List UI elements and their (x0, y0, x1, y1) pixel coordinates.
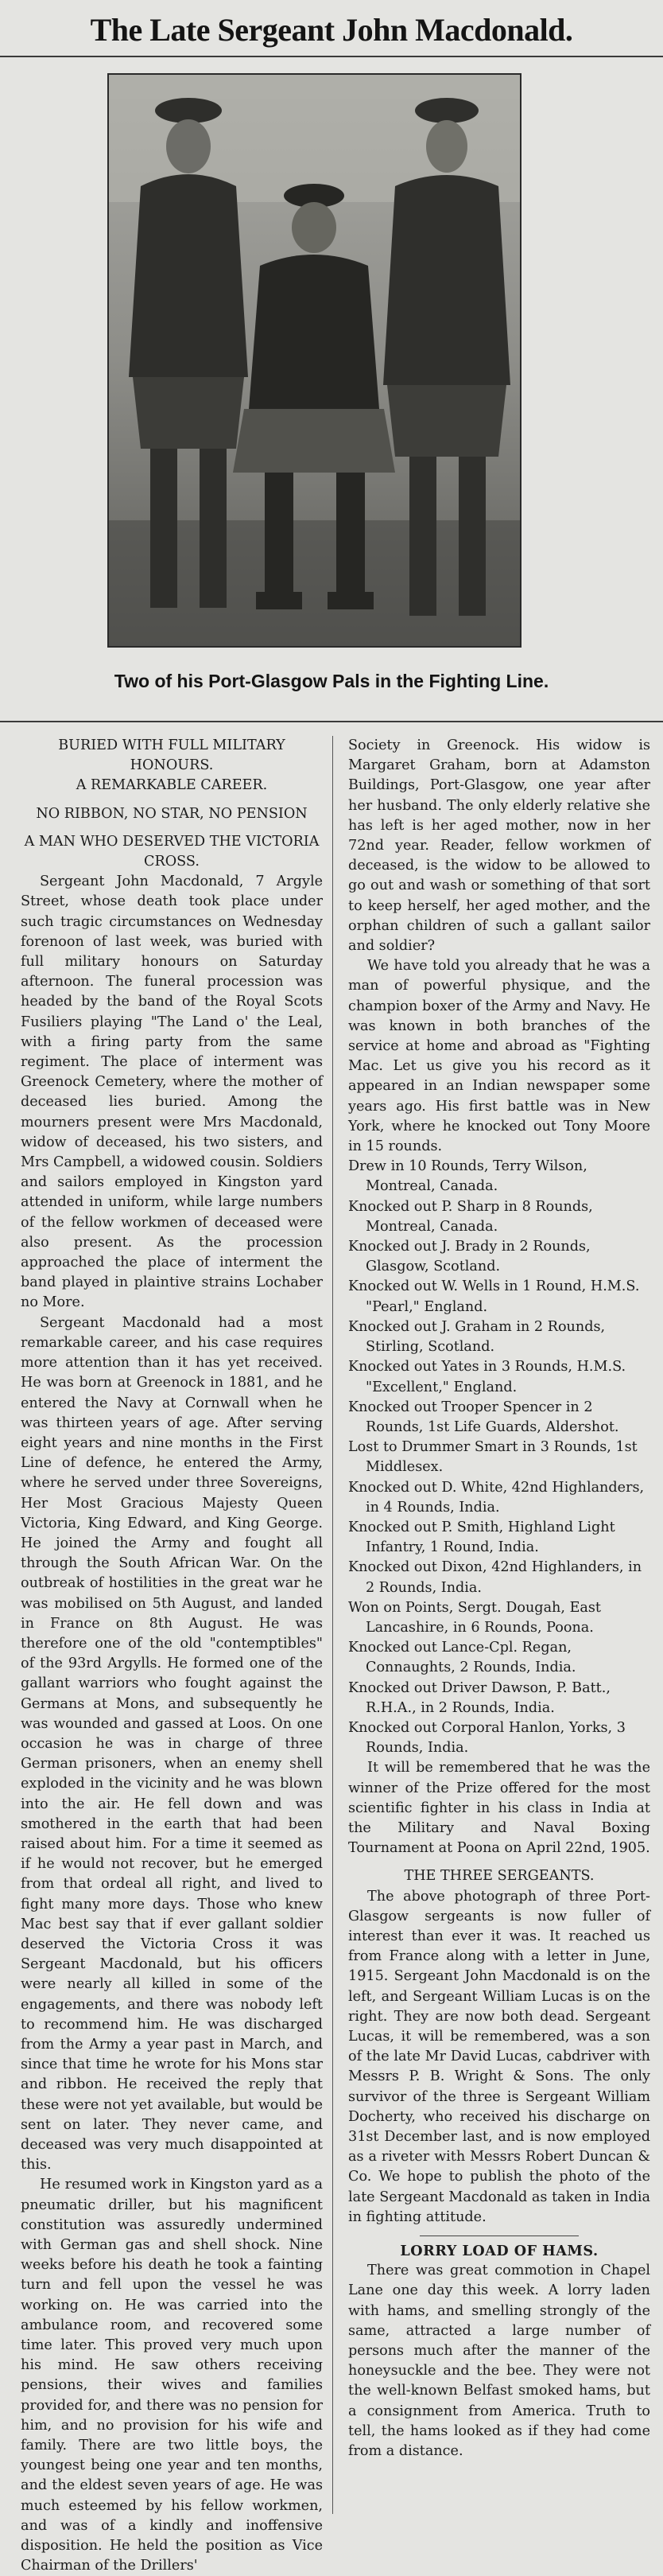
left-column (21, 736, 323, 2576)
heading-no-ribbon: NO RIBBON, NO STAR, NO PENSION (36, 805, 308, 822)
boxing-record-item: Knocked out W. Wells in 1 Round, H.M.S. "Pearl," England. (348, 1278, 640, 1315)
paragraph-funeral: Sergeant John Macdonald, 7 Argyle Street, whose death took place under such tragic circumstances on Wednesday forenoon of last week, was buried with full military honours on Saturday afternoon. The funeral procession was headed by the band of the Royal Scots Fusiliers playing "The Land o' the Leal, with a firing party from the same regiment. The place of interment was Greenock Cemetery, where the mother of deceased lies buried. Among the mourners present were Mrs Macdonald, widow of deceased, his two sisters, and Mrs Campbell, a widowed cousin. Soldiers and sailors employed in Kingston yard attended in uniform, while large numbers of the fellow workmen of deceased were also present. As the procession approached the place of interment the band played in plaintive strains Lochaber no More. (21, 874, 323, 1311)
paragraph-prize: It will be remembered that he was the winner of the Prize offered for the most scientific fighter in his class in India at the Military and Naval Boxing Tournament at Poona on April 22nd, 1905. (348, 1760, 650, 1857)
headline: The Late Sergeant John Macdonald. (90, 12, 573, 48)
boxing-record-item: Knocked out Dixon, 42nd Highlanders, in 2 Rounds, India. (348, 1559, 642, 1596)
boxing-record-item: Knocked out J. Brady in 2 Rounds, Glasgow, Scotland. (348, 1239, 591, 1275)
boxing-record-item: Knocked out P. Sharp in 8 Rounds, Montreal, Canada. (348, 1198, 593, 1235)
paragraph-lorry-hams: There was great commotion in Chapel Lane one day this week. A lorry laden with hams, and smelling strongly of the same, attracted a large number of persons much after the manner of the honeysuckle and the bee. They were not the well-known Belfast smoked hams, but a consignment from America. Truth to tell, the hams looked as if they had come from a distance. (348, 2263, 650, 2460)
headline-rule (0, 56, 663, 57)
paragraph-fighting-mac: We have told you already that he was a man of powerful physique, and the champion boxer of the Army and Navy. He was known in both branches of the service at home and abroad as "Fighting Mac. Let us give you his record as it appeared in an Indian newspaper some years ago. His first battle was in New York, where he knocked out Tony Moore in 15 rounds. (348, 958, 650, 1155)
boxing-record-item: Knocked out Lance-Cpl. Regan, Connaughts, 2 Rounds, India. (348, 1640, 576, 1676)
sergeants-photograph (107, 73, 521, 648)
heading-three-sergeants: THE THREE SERGEANTS. (404, 1868, 595, 1885)
boxing-record-item: Knocked out Trooper Spencer in 2 Rounds, 1st Life Guards, Aldershot. (348, 1399, 619, 1435)
boxing-record-item: Knocked out J. Graham in 2 Rounds, Stirling, Scotland. (348, 1318, 606, 1356)
right-column (348, 736, 650, 2461)
paragraph-career: Sergeant Macdonald had a most remarkable career, and his case requires more attention than it has yet received. He was born at Greenock in 1881, and he entered the Navy at Cornwall when he was thirteen years of age. After serving eight years and nine months in the First Line of defence, he entered the Army, where he served under three Sovereigns, Her Most Gracious Majesty Queen Victoria, King Edward, and King George. He joined the Army and fought all through the South African War. On the outbreak of hostilities in the great war he was mobilised on 5th August, and landed in France on 8th August. He was therefore one of the old "contemptibles" of the 93rd Argylls. He formed one of the gallant warriors who fought against the Germans at Mons, and subsequently he was wounded and gassed at Loos. On one occasion he was in charge of three German prisoners, when an enemy shell exploded in the vicinity and he was blown into the air. He fell down and was smothered in the earth that had been raised about him. For a time it seemed as if he would not recover, but he emerged from that ordeal all right, and lived to fight many more days. Those who knew Mac best say that if ever gallant soldier deserved the Victoria Cross it was Sergeant Macdonald, but his officers were nearly all killed in some of the engagements, and there was nobody left to recommend him. He was discharged from the Army a year past in March, and since that time he wrote for his Mons star and ribbon. He received the reply that these were not yet available, but would be sent on later. They never came, and deceased was very much disappointed at this. (21, 1314, 323, 2173)
photo-illustration (109, 75, 520, 646)
boxing-record-item: Drew in 10 Rounds, Terry Wilson, Montreal, Canada. (348, 1158, 587, 1195)
boxing-record-item: Knocked out D. White, 42nd Highlanders, in 4 Rounds, India. (348, 1479, 645, 1516)
heading-lorry-hams: LORRY LOAD OF HAMS. (400, 2243, 599, 2260)
boxing-record-item: Knocked out P. Smith, Highland Light Infantry, 1 Round, India. (348, 1519, 615, 1556)
heading-victoria-cross: A MAN WHO DESERVED THE VICTORIA CROSS. (24, 833, 320, 870)
boxing-record-item: Knocked out Yates in 3 Rounds, H.M.S. "Excellent," England. (348, 1359, 626, 1395)
boxing-record-item: Knocked out Corporal Hanlon, Yorks, 3 Rounds, India. (348, 1719, 626, 1757)
paragraph-kingston-yard: He resumed work in Kingston yard as a pneumatic driller, but his magnificent constitution was assuredly undermined with German gas and shell shock. Nine weeks before his death he took a fainting turn and fell upon the vessel he was working on. He was carried into the ambulance room, and recovered some time later. This proved very much upon his mind. He saw others receiving pensions, their wives and families provided for, and there was no pension for him, and no provision for his wife and family. There are two little boys, the youngest being one year and ten months, and the eldest seven years of age. He was much esteemed by his fellow workmen, and was of a kindly and inoffensive disposition. He held the position as Vice Chairman of the Drillers' (21, 2177, 323, 2574)
boxing-record-item: Lost to Drummer Smart in 3 Rounds, 1st Middlesex. (348, 1439, 638, 1476)
boxing-record-list (348, 1157, 650, 1758)
column-divider (332, 736, 333, 2514)
boxing-record-item: Won on Points, Sergt. Dougah, East Lancashire, in 6 Rounds, Poona. (348, 1599, 602, 1636)
photo-caption: Two of his Port-Glasgow Pals in the Fighting Line. (114, 671, 549, 691)
paragraph-three-sergeants: The above photograph of three Port-Glasgow sergeants is now fuller of interest than ever it was. It reached us from France along with a letter in June, 1915. Sergeant John Macdonald is on the left, and Sergeant William Lucas is on the right. They are now both dead. Sergeant Lucas, it will be remembered, was a son of the late Mr David Lucas, cabdriver with Messrs P. B. Wright & Sons. The only survivor of the three is Sergeant William Docherty, who received his discharge on 31st December last, and is now employed as a riveter with Messrs Robert Duncan & Co. We hope to publish the photo of the late Sergeant Macdonald as taken in India in fighting attitude. (348, 1888, 650, 2225)
boxing-record-item: Knocked out Driver Dawson, P. Batt., R.H.A., in 2 Rounds, India. (348, 1679, 611, 1716)
heading-career: A REMARKABLE CAREER. (76, 777, 268, 794)
caption-rule (0, 721, 663, 722)
heading-buried: BURIED WITH FULL MILITARY HONOURS. (58, 737, 285, 774)
paragraph-widow: Society in Greenock. His widow is Margaret Graham, born at Adamston Buildings, Port-Glasgow, one year after her husband. The only elderly relative she has left is her aged mother, now in her 72nd year. Reader, fellow workmen of deceased, is the widow to be allowed to go out and wash or something of that sort to keep herself, her aged mother, and the orphan children of such a gallant sailor and soldier? (348, 737, 650, 955)
